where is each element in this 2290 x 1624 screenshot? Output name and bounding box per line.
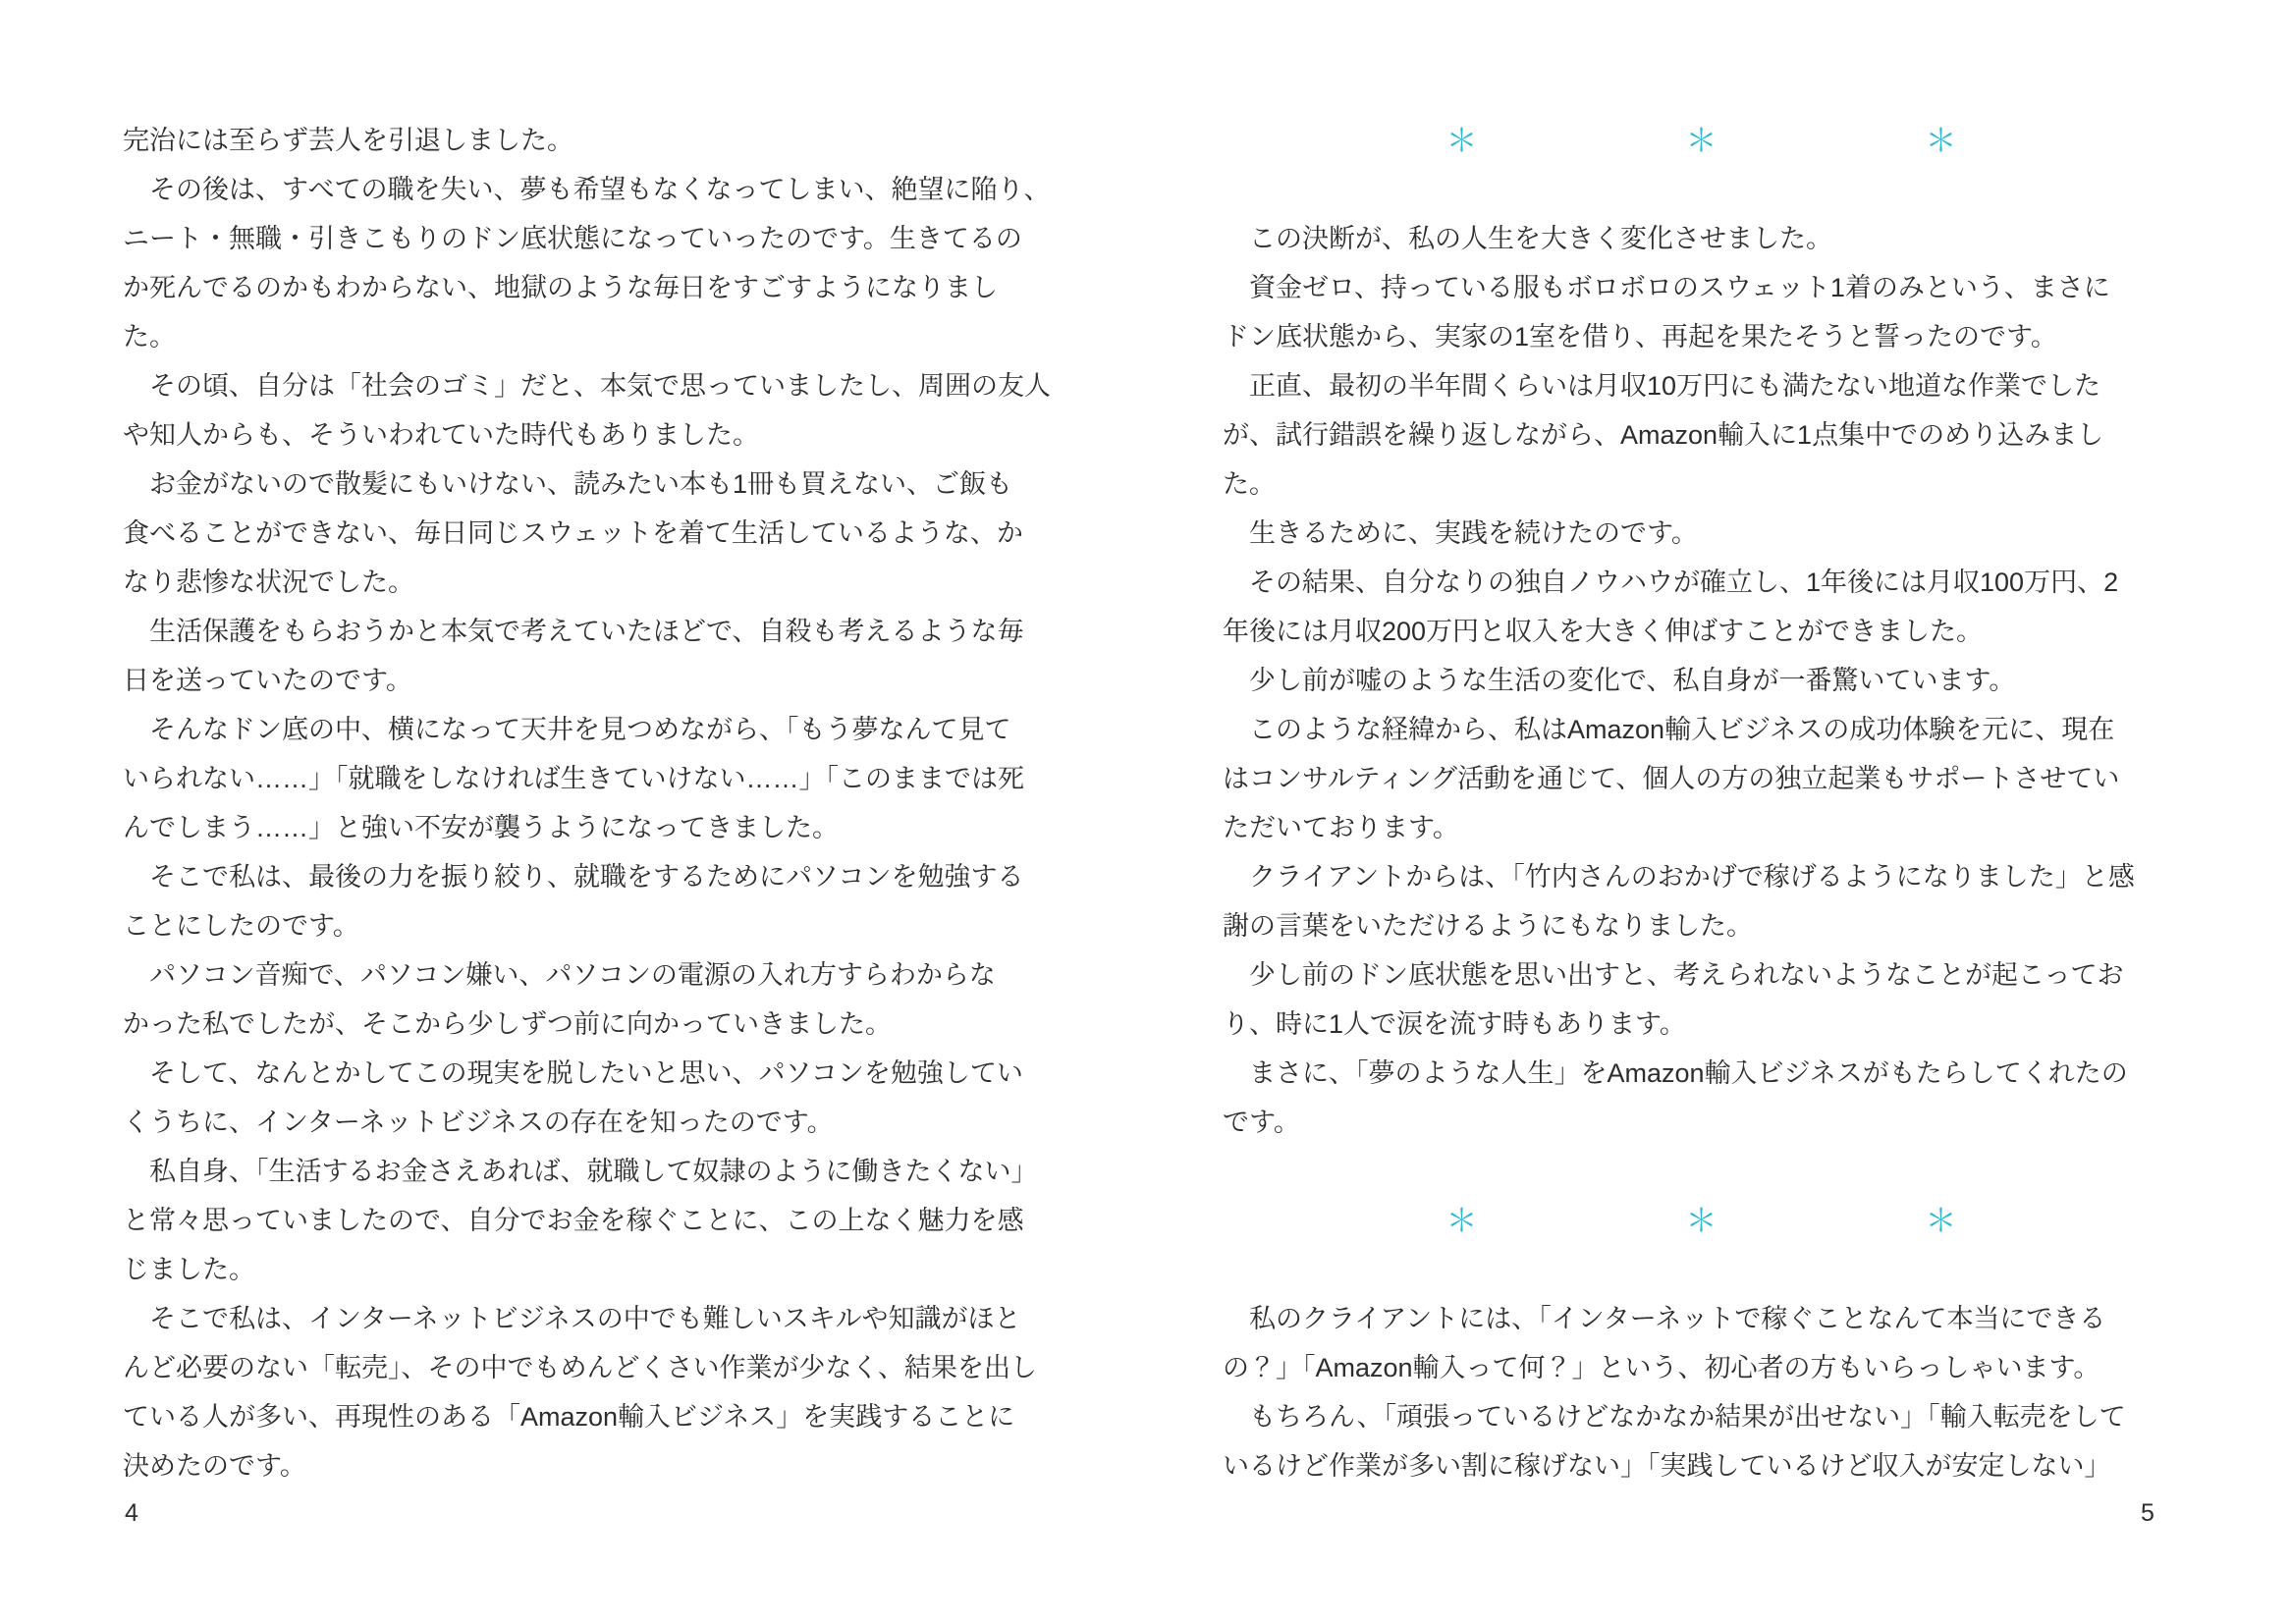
left-page-text-block <box>123 116 1051 1490</box>
blank-line <box>1223 1147 2180 1196</box>
text-line: いられない……」「就職をしなければ生きていけない……」「このままでは死 <box>123 764 1024 793</box>
text-line: その頃、自分は「社会のゴミ」だと、本気で思っていましたし、周囲の友人 <box>123 371 1051 401</box>
text-line: この決断が、私の人生を大きく変化させました。 <box>1223 224 1832 253</box>
text-line: ニート・無職・引きこもりのドン底状態になっていったのです。生きてるの <box>123 224 1022 253</box>
text-line: です。 <box>1223 1108 1300 1137</box>
text-line: 年後には月収200万円と収入を大きく伸ばすことができました。 <box>1223 617 1984 646</box>
text-line: か死んでるのかもわからない、地獄のような毎日をすごすようになりまし <box>123 273 998 302</box>
text-line: 私自身、「生活するお金さえあれば、就職して奴隷のように働きたくない」 <box>123 1157 1038 1186</box>
text-line: くうちに、インターネットビジネスの存在を知ったのです。 <box>123 1108 834 1137</box>
text-line: 資金ゼロ、持っている服もボロボロのスウェット1着のみという、まさに <box>1223 273 2110 302</box>
text-line: かった私でしたが、そこから少しずつ前に向かっていきました。 <box>123 1009 892 1039</box>
text-line: 決めたのです。 <box>123 1451 306 1481</box>
text-line: このような経緯から、私はAmazon輸入ビジネスの成功体験を元に、現在 <box>1223 715 2115 744</box>
text-line: ことにしたのです。 <box>123 911 359 941</box>
text-line: なり悲惨な状況でした。 <box>123 568 414 597</box>
text-line: の？」「Amazon輸入って何？」という、初心者の方もいらっしゃいます。 <box>1223 1353 2100 1382</box>
text-line: 完治には至らず芸人を引退しました。 <box>123 126 573 155</box>
text-line: 少し前が嘘のような生活の変化で、私自身が一番驚いています。 <box>1223 666 2016 695</box>
text-line: や知人からも、そういわれていた時代もありました。 <box>123 420 759 450</box>
text-line: 少し前のドン底状態を思い出すと、考えられないようなことが起こってお <box>1223 960 2124 990</box>
text-line: 生きるために、実践を続けたのです。 <box>1223 518 1698 548</box>
text-line: その結果、自分なりの独自ノウハウが確立し、1年後には月収100万円、2 <box>1223 568 2119 597</box>
text-line: そして、なんとかしてこの現実を脱したいと思い、パソコンを勉強してい <box>123 1058 1023 1088</box>
text-line: 日を送っていたのです。 <box>123 666 412 695</box>
text-line: そこで私は、最後の力を振り絞り、就職をするためにパソコンを勉強する <box>123 862 1024 892</box>
text-line: んでしまう……」と強い不安が襲うようになってきました。 <box>123 813 839 842</box>
text-line: クライアントからは、「竹内さんのおかげで稼げるようになりました」と感 <box>1223 862 2135 892</box>
text-line: はコンサルティング活動を通じて、個人の方の独立起業もサポートさせてい <box>1223 764 2120 793</box>
text-line: ただいております。 <box>1223 813 1459 842</box>
asterisk-icon: ＊ <box>1445 123 1478 158</box>
text-line: その後は、すべての職を失い、夢も希望もなくなってしまい、絶望に陥り、 <box>123 175 1051 204</box>
text-line: パソコン音痴で、パソコン嫌い、パソコンの電源の入れ方すらわからな <box>123 960 996 990</box>
blank-line <box>1223 165 2180 214</box>
text-line: んど必要のない「転売」、その中でもめんどくさい作業が少なく、結果を出し <box>123 1353 1037 1382</box>
text-line: 生活保護をもらおうかと本気で考えていたほどで、自殺も考えるような毎 <box>123 617 1024 646</box>
text-line: が、試行錯誤を繰り返しながら、Amazon輸入に1点集中でのめり込みまし <box>1223 420 2104 450</box>
page-number-right: 5 <box>2141 1499 2154 1527</box>
text-line: 謝の言葉をいただけるようにもなりました。 <box>1223 911 1753 941</box>
section-separator <box>1223 116 2180 165</box>
asterisk-icon: ＊ <box>1925 1203 1957 1238</box>
text-line: り、時に1人で涙を流す時もあります。 <box>1223 1009 1686 1039</box>
text-line: もちろん、「頑張っているけどなかなか結果が出せない」「輸入転売をして <box>1223 1402 2126 1432</box>
asterisk-icon: ＊ <box>1685 1203 1718 1238</box>
text-line: 正直、最初の半年間くらいは月収10万円にも満たない地道な作業でした <box>1223 371 2101 401</box>
text-line: まさに、「夢のような人生」をAmazon輸入ビジネスがもたらしてくれたの <box>1223 1058 2128 1088</box>
text-line: ている人が多い、再現性のある「Amazon輸入ビジネス」を実践することに <box>123 1402 1015 1432</box>
text-line: お金がないので散髪にもいけない、読みたい本も1冊も買えない、ご飯も <box>123 469 1013 499</box>
asterisk-icon: ＊ <box>1685 123 1718 158</box>
blank-line <box>1223 1245 2180 1294</box>
text-line: いるけど作業が多い割に稼げない」「実践しているけど収入が安定しない」 <box>1223 1451 2111 1481</box>
text-line: そこで私は、インターネットビジネスの中でも難しいスキルや知識がほと <box>123 1304 1021 1333</box>
text-line: た。 <box>123 322 176 352</box>
text-line: 私のクライアントには、「インターネットで稼ぐことなんて本当にできる <box>1223 1304 2106 1333</box>
right-page-text-block <box>1223 116 2180 1490</box>
text-line: た。 <box>1223 469 1276 499</box>
text-line: ドン底状態から、実家の1室を借り、再起を果たそうと誓ったのです。 <box>1223 322 2057 352</box>
page-number-left: 4 <box>125 1499 138 1527</box>
text-line: 食べることができない、毎日同じスウェットを着て生活しているような、か <box>123 518 1023 548</box>
text-line: そんなドン底の中、横になって天井を見つめながら、「もう夢なんて見て <box>123 715 1011 744</box>
section-separator <box>1223 1196 2180 1245</box>
text-line: と常々思っていましたので、自分でお金を稼ぐことに、この上なく魅力を感 <box>123 1206 1024 1235</box>
text-line: じました。 <box>123 1255 255 1284</box>
asterisk-icon: ＊ <box>1925 123 1957 158</box>
asterisk-icon: ＊ <box>1445 1203 1478 1238</box>
